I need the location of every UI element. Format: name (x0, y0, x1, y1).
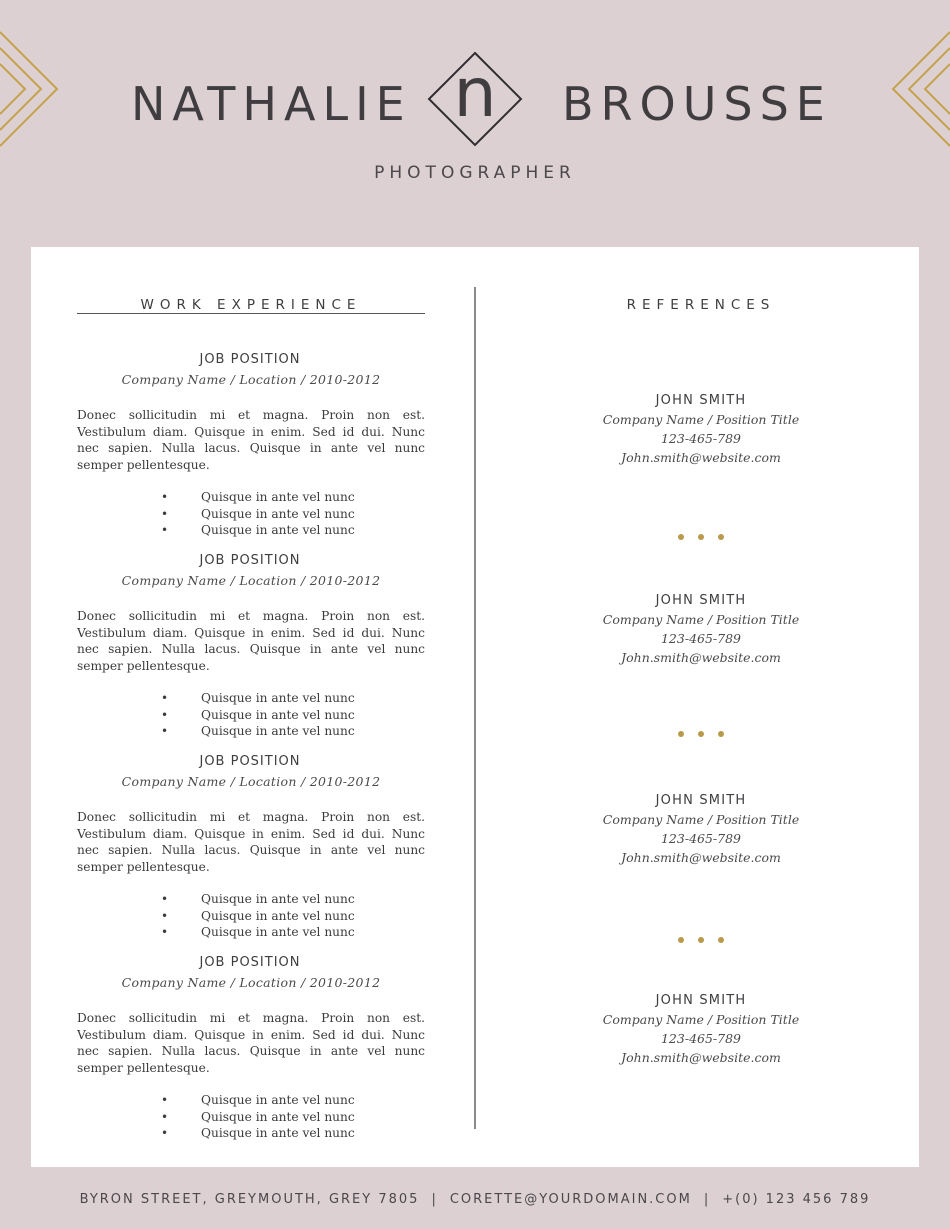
bullet-text: Quisque in ante vel nunc (201, 1126, 355, 1141)
job-description: Donec sollicitudin mi et magna. Proin non est. Vestibulum diam. Quisque in enim. Sed id dui. Nunc nec sapien. Nulla lacus. Quisque in ante vel nunc semper pellentesque. (77, 1011, 425, 1075)
bullet-icon: • (161, 506, 169, 521)
job-company-meta: Company Name / Location / 2010-2012 (121, 774, 381, 789)
job-entry (77, 753, 425, 941)
dots-separator (481, 928, 921, 938)
job-company-meta: Company Name / Location / 2010-2012 (121, 372, 381, 387)
work-experience-heading: WORK EXPERIENCE (140, 297, 362, 313)
bullet-icon: • (161, 1109, 169, 1124)
bullet-text: Quisque in ante vel nunc (201, 691, 355, 705)
reference-name: JOHN SMITH (655, 393, 747, 408)
bullet-icon: • (161, 925, 169, 940)
dot-icon (718, 534, 724, 540)
list-item (77, 1125, 425, 1142)
job-bullet-list (77, 1092, 425, 1142)
reference-email: John.smith@website.com (621, 850, 781, 865)
bullet-text: Quisque in ante vel nunc (201, 707, 355, 722)
reference-company: Company Name / Position Title (602, 812, 800, 827)
contact-footer (0, 1192, 950, 1207)
reference-name: JOHN SMITH (655, 593, 747, 608)
list-item (77, 723, 425, 740)
reference-email: John.smith@website.com (621, 450, 781, 465)
reference-email: John.smith@website.com (621, 1050, 781, 1065)
reference-company: Company Name / Position Title (602, 1012, 800, 1027)
bullet-text: Quisque in ante vel nunc (201, 490, 355, 504)
job-description: Donec sollicitudin mi et magna. Proin non est. Vestibulum diam. Quisque in enim. Sed id dui. Nunc nec sapien. Nulla lacus. Quisque in ante vel nunc semper pellentesque. (77, 408, 425, 472)
reference-phone: 123-465-789 (660, 431, 742, 446)
bullet-text: Quisque in ante vel nunc (201, 1093, 355, 1107)
reference-company: Company Name / Position Title (602, 612, 800, 627)
resume-body (31, 247, 919, 1167)
dot-icon (698, 731, 704, 737)
list-item (77, 522, 425, 539)
bullet-icon: • (161, 523, 169, 538)
bullet-text: Quisque in ante vel nunc (201, 908, 355, 923)
list-item (77, 908, 425, 925)
list-item (77, 707, 425, 724)
job-description: Donec sollicitudin mi et magna. Proin non est. Vestibulum diam. Quisque in enim. Sed id dui. Nunc nec sapien. Nulla lacus. Quisque in ante vel nunc semper pellentesque. (77, 609, 425, 673)
footer-phone: +(0) 123 456 789 (722, 1192, 871, 1207)
monogram-letter: n (453, 54, 497, 133)
bullet-text: Quisque in ante vel nunc (201, 506, 355, 521)
last-name: BROUSSE (562, 77, 832, 131)
dot-icon (718, 731, 724, 737)
first-name: NATHALIE (131, 77, 412, 131)
bullet-icon: • (161, 892, 169, 906)
reference-company: Company Name / Position Title (602, 412, 800, 427)
job-description: Donec sollicitudin mi et magna. Proin non est. Vestibulum diam. Quisque in enim. Sed id dui. Nunc nec sapien. Nulla lacus. Quisque in ante vel nunc semper pellentesque. (77, 810, 425, 874)
list-item (77, 489, 425, 506)
footer-separator: | (431, 1192, 438, 1207)
bullet-text: Quisque in ante vel nunc (201, 724, 355, 739)
job-bullet-list (77, 891, 425, 941)
dots-separator (481, 722, 921, 732)
dot-icon (718, 937, 724, 943)
reference-phone: 123-465-789 (660, 831, 742, 846)
bullet-icon: • (161, 1126, 169, 1141)
dot-icon (678, 731, 684, 737)
column-divider (474, 287, 476, 1129)
dots-separator (481, 525, 921, 535)
bullet-text: Quisque in ante vel nunc (201, 523, 355, 538)
job-entry (77, 552, 425, 740)
list-item (77, 690, 425, 707)
dot-icon (698, 534, 704, 540)
reference-entry (481, 592, 921, 667)
job-position: JOB POSITION (199, 754, 301, 769)
bullet-text: Quisque in ante vel nunc (201, 925, 355, 940)
list-item (77, 1092, 425, 1109)
bullet-icon: • (161, 724, 169, 739)
job-subtitle: PHOTOGRAPHER (374, 163, 576, 183)
reference-entry (481, 392, 921, 467)
job-company-meta: Company Name / Location / 2010-2012 (121, 573, 381, 588)
reference-entry (481, 992, 921, 1067)
reference-name: JOHN SMITH (655, 793, 747, 808)
bullet-icon: • (161, 908, 169, 923)
reference-phone: 123-465-789 (660, 631, 742, 646)
job-entry (77, 954, 425, 1142)
job-position: JOB POSITION (199, 553, 301, 568)
list-item (77, 891, 425, 908)
reference-name: JOHN SMITH (655, 993, 747, 1008)
job-position: JOB POSITION (199, 352, 301, 367)
job-bullet-list (77, 690, 425, 740)
job-entry (77, 351, 425, 539)
job-position: JOB POSITION (199, 955, 301, 970)
footer-address: BYRON STREET, GREYMOUTH, GREY 7805 (79, 1192, 420, 1207)
job-company-meta: Company Name / Location / 2010-2012 (121, 975, 381, 990)
reference-entry (481, 792, 921, 867)
reference-email: John.smith@website.com (621, 650, 781, 665)
footer-email[interactable]: CORETTE@YOURDOMAIN.COM (449, 1192, 692, 1207)
resume-header (0, 0, 950, 246)
bullet-icon: • (161, 691, 169, 705)
dot-icon (678, 534, 684, 540)
bullet-icon: • (161, 707, 169, 722)
bullet-text: Quisque in ante vel nunc (201, 1109, 355, 1124)
list-item (77, 506, 425, 523)
footer-separator: | (703, 1192, 711, 1207)
dot-icon (698, 937, 704, 943)
bullet-text: Quisque in ante vel nunc (201, 892, 355, 906)
bullet-icon: • (161, 490, 169, 504)
list-item (77, 1109, 425, 1126)
list-item (77, 924, 425, 941)
references-heading: REFERENCES (626, 297, 776, 313)
job-bullet-list (77, 489, 425, 539)
dot-icon (678, 937, 684, 943)
reference-phone: 123-465-789 (660, 1031, 742, 1046)
bullet-icon: • (161, 1093, 169, 1107)
heading-rule (77, 313, 425, 314)
